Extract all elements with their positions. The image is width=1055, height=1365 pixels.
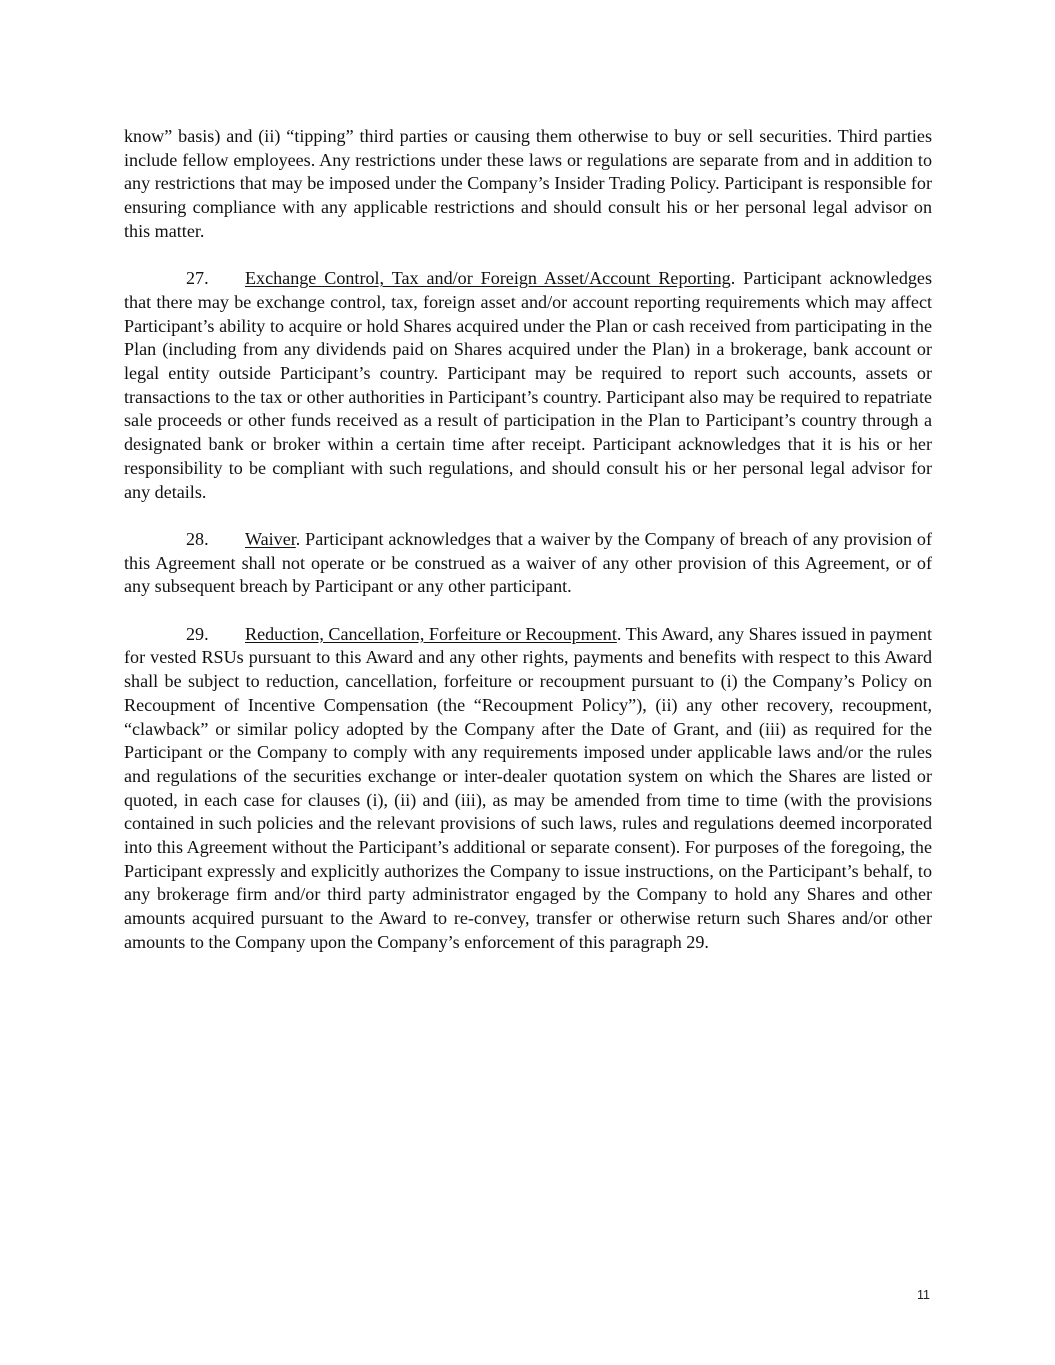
section-27-paragraph [124, 267, 932, 504]
section-28-paragraph [124, 528, 932, 599]
section-28-text: . Participant acknowledges that a waiver by the Company of breach of any provision of this Agreement shall not operate or be construed as a waiver of any other provision of this Agreement, or of any subsequent breach by Participant or any other participant. [124, 528, 932, 597]
continuation-paragraph [124, 125, 932, 244]
section-29-heading: Reduction, Cancellation, Forfeiture or Recoupment [245, 623, 617, 644]
section-28-number: 28. [186, 528, 209, 549]
section-29-number: 29. [186, 623, 209, 644]
page-number: 11 [917, 1288, 930, 1302]
section-27-text: . Participant acknowledges that there may be exchange control, tax, foreign asset and/or account reporting requirements which may affect Participant’s ability to acquire or hold Shares acquired under the Plan or cash received from participating in the Plan (including from any dividends paid on Shares acquired under the Plan) in a brokerage, bank account or legal entity outside Participant’s country. Participant may be required to report such accounts, assets or transactions to the tax or other authorities in Participant’s country. Participant also may be required to repatriate sale proceeds or other funds received as a result of participation in the Plan to Participant’s country through a designated bank or broker within a certain time after receipt. Participant acknowledges that it is his or her responsibility to be compliant with such regulations, and should consult his or her personal legal advisor for any details. [124, 268, 932, 502]
section-28-heading: Waiver [245, 528, 296, 549]
section-29-paragraph [124, 623, 932, 955]
section-27-heading: Exchange Control, Tax and/or Foreign Asset/Account Reporting [245, 268, 731, 289]
section-29-text: . This Award, any Shares issued in payment for vested RSUs pursuant to this Award and any other rights, payments and benefits with respect to this Award shall be subject to reduction, cancellation, forfeiture or recoupment pursuant to (i) the Company’s Policy on Recoupment of Incentive Compensation (the “Recoupment Policy”), (ii) any other recovery, recoupment, “clawback” or similar policy adopted by the Company after the Date of Grant, and (iii) as required for the Participant or the Company to comply with any requirements imposed under applicable laws and/or the rules and regulations of the securities exchange or inter-dealer quotation system on which the Shares are listed or quoted, in each case for clauses (i), (ii) and (iii), as may be amended from time to time (with the provisions contained in such policies and the relevant provisions of such laws, rules and regulations deemed incorporated into this Agreement without the Participant’s additional or separate consent). For purposes of the foregoing, the Participant expressly and explicitly authorizes the Company to issue instructions, on the Participant’s behalf, to any brokerage firm and/or third party administrator engaged by the Company to hold any Shares and other amounts acquired pursuant to the Award to re-convey, transfer or otherwise return such Shares and/or other amounts to the Company upon the Company’s enforcement of this paragraph 29. [124, 623, 933, 952]
continuation-text: know” basis) and (ii) “tipping” third parties or causing them otherwise to buy or sell securities. Third parties include fellow employees. Any restrictions under these laws or regulations are separate from and in addition to any restrictions that may be imposed under the Company’s Insider Trading Policy. Participant is responsible for ensuring compliance with any applicable restrictions and should consult his or her personal legal advisor on this matter. [124, 126, 932, 241]
document-body [124, 125, 932, 978]
section-27-number: 27. [186, 268, 209, 289]
